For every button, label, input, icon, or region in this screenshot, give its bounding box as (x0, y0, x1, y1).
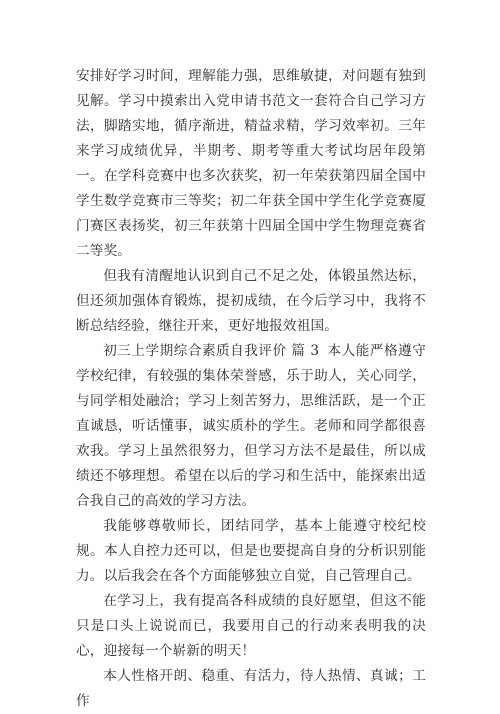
paragraph-personality: 本人性格开朗、稳重、有活力，待人热情、真诚；工作 (76, 668, 426, 709)
section-3-text: 本人能严格遵守学校纪律，有较强的集体荣誉感，乐于助人，关心同学，与同学相处融洽；学习上刻苦努力，思维活跃，是一个正直诚恳，听话懂事，诚实质朴的学生。老师和同学都很喜欢我。学习上虽然很努力，但学习方法不是最佳，所以成绩还不够理想。希望在以后的学习和生活中，能探索出适合我自己的高效的学习方法。 (76, 343, 426, 509)
document-body (76, 64, 426, 714)
section-3-paragraph (76, 339, 426, 514)
paragraph-study-achievements: 安排好学习时间，理解能力强，思维敏捷，对问题有独到见解。学习中摸索出入党申请书范文一套符合自己学习方法，脚踏实地，循序渐进，精益求精，学习效率初。三年来学习成绩优异，半期考、期考等重大考试均居年段第一。在学科竞赛中也多次获奖，初一年荣获第四届全国中学生数学竞赛市三等奖；初二年获全国中学生化学竞赛厦门赛区表扬奖，初三年获第十四届全国中学生物理竞赛省二等奖。 (76, 68, 426, 259)
paragraph-study-goals: 在学习上，我有提高各科成绩的良好愿望，但这不能只是口头上说说而已，我要用自己的行动来表明我的决心，迎接每一个崭新的明天！ (76, 593, 426, 659)
paragraph-discipline: 我能够尊敬师长，团结同学，基本上能遵守校纪校规。本人自控力还可以，但是也要提高自身的分析识别能力。以后我会在各个方面能够独立自觉，自己管理自己。 (76, 518, 426, 584)
paragraph-shortcomings: 但我有清醒地认识到自己不足之处，体锻虽然达标，但还须加强体育锻炼，提初成绩，在今后学习中，我将不断总结经验，继往开来，更好地报效祖国。 (76, 268, 426, 334)
section-3-heading: 初三上学期综合素质自我评价 篇 3 (103, 343, 320, 359)
